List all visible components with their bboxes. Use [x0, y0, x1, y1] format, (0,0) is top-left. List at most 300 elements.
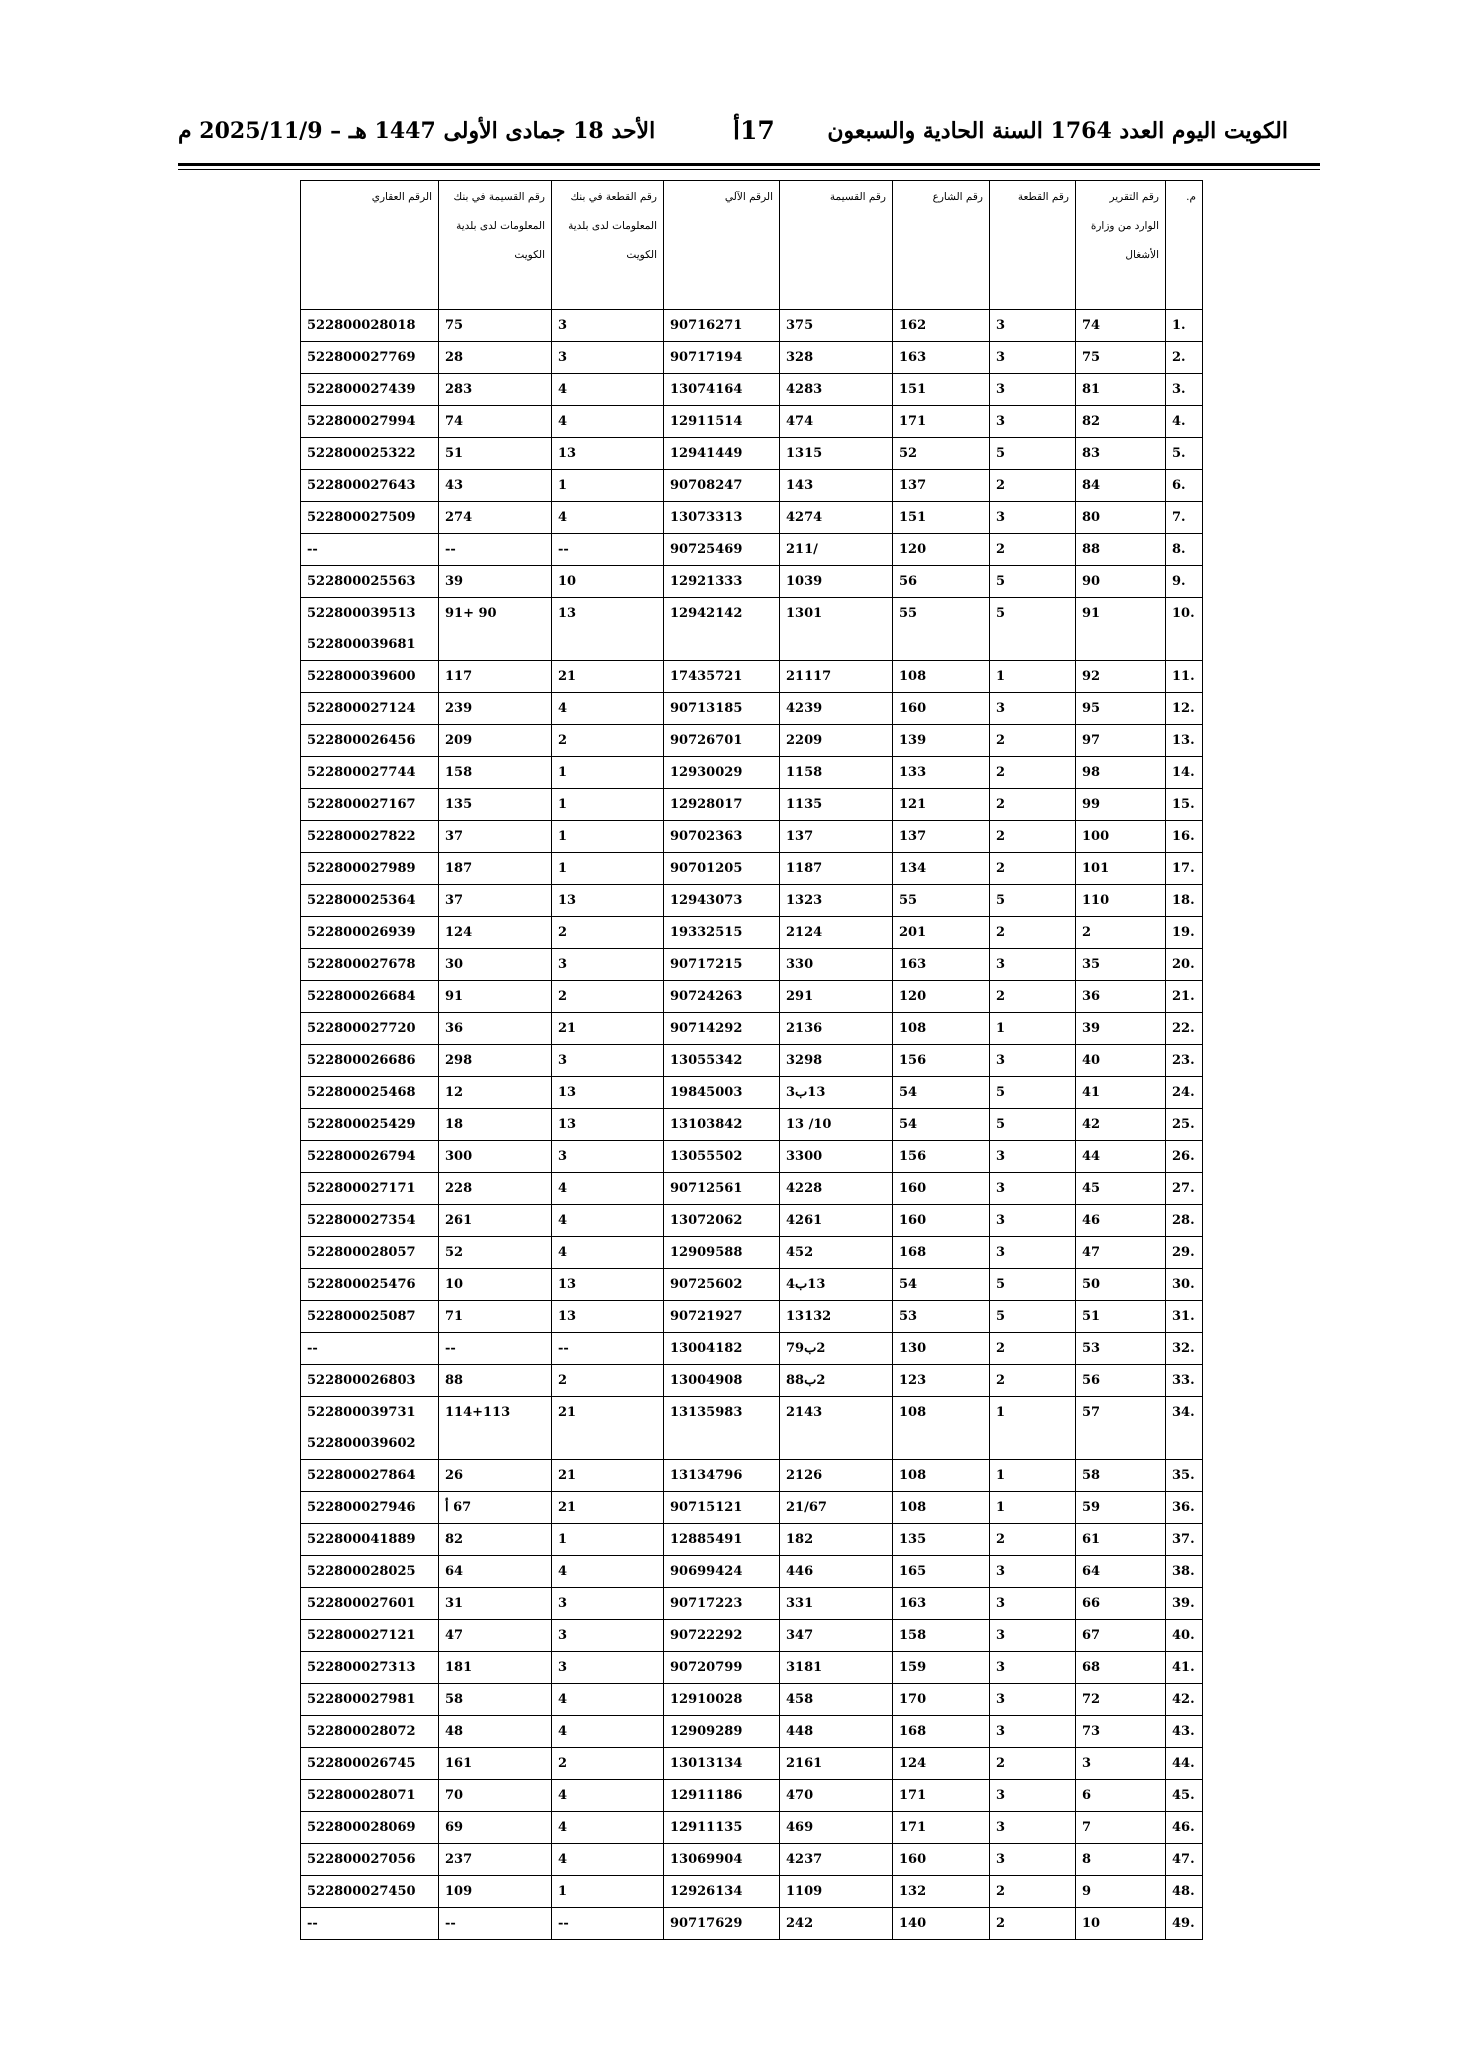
col-bank-plot: 39 [439, 566, 552, 598]
col-street: 108 [893, 1013, 990, 1045]
header-rule-thin [178, 169, 1320, 170]
col-auto-no: 12943073 [664, 885, 780, 917]
col-property-no: 522800028018 [301, 310, 439, 342]
col-property-no: 522800027864 [301, 1460, 439, 1492]
col-auto-no: 13134796 [664, 1460, 780, 1492]
col-street: 139 [893, 725, 990, 757]
col-bank-plot: 91+ 90 [439, 598, 552, 661]
col-street: 156 [893, 1045, 990, 1077]
col-index: 38. [1166, 1556, 1203, 1588]
col-bank-block: 3 [552, 1141, 664, 1173]
col-auto-no: 90713185 [664, 693, 780, 725]
header-col-report-no: رقم التقرير الوارد من وزارة الأشغال [1076, 181, 1166, 310]
col-index: 26. [1166, 1141, 1203, 1173]
col-index: 16. [1166, 821, 1203, 853]
col-auto-no: 90724263 [664, 981, 780, 1013]
col-bank-block: 1 [552, 1524, 664, 1556]
col-bank-plot: 109 [439, 1876, 552, 1908]
col-index: 27. [1166, 1173, 1203, 1205]
col-report-no: 68 [1076, 1652, 1166, 1684]
col-property-no: 522800041889 [301, 1524, 439, 1556]
col-bank-plot: 237 [439, 1844, 552, 1876]
col-plot: 452 [780, 1237, 893, 1269]
table-row [301, 1524, 1203, 1556]
col-index: 3. [1166, 374, 1203, 406]
col-block: 5 [990, 885, 1076, 917]
table-row [301, 470, 1203, 502]
col-property-no: 522800027678 [301, 949, 439, 981]
col-bank-plot: -- [439, 1333, 552, 1365]
col-block: 3 [990, 502, 1076, 534]
col-index: 24. [1166, 1077, 1203, 1109]
col-block: 3 [990, 1173, 1076, 1205]
col-report-no: 88 [1076, 534, 1166, 566]
col-report-no: 56 [1076, 1365, 1166, 1397]
col-index: 30. [1166, 1269, 1203, 1301]
col-plot: 182 [780, 1524, 893, 1556]
col-index: 29. [1166, 1237, 1203, 1269]
col-report-no: 99 [1076, 789, 1166, 821]
col-auto-no: 13074164 [664, 374, 780, 406]
col-block: 3 [990, 1812, 1076, 1844]
col-bank-block: 13 [552, 438, 664, 470]
col-report-no: 95 [1076, 693, 1166, 725]
col-index: 4. [1166, 406, 1203, 438]
col-auto-no: 13004182 [664, 1333, 780, 1365]
col-bank-block: 4 [552, 1684, 664, 1716]
col-plot: 1135 [780, 789, 893, 821]
col-bank-block: 1 [552, 470, 664, 502]
col-report-no: 7 [1076, 1812, 1166, 1844]
col-bank-plot: 75 [439, 310, 552, 342]
col-property-no: 522800027124 [301, 693, 439, 725]
col-index: 43. [1166, 1716, 1203, 1748]
col-bank-block: 3 [552, 949, 664, 981]
col-bank-block: 4 [552, 406, 664, 438]
col-report-no: 39 [1076, 1013, 1166, 1045]
col-street: 168 [893, 1237, 990, 1269]
col-plot: 474 [780, 406, 893, 438]
col-block: 5 [990, 1301, 1076, 1333]
col-bank-plot: 26 [439, 1460, 552, 1492]
col-auto-no: 90715121 [664, 1492, 780, 1524]
col-block: 3 [990, 693, 1076, 725]
col-property-no: 522800028025 [301, 1556, 439, 1588]
col-bank-block: 4 [552, 374, 664, 406]
table-row [301, 1716, 1203, 1748]
col-report-no: 8 [1076, 1844, 1166, 1876]
col-property-no: 522800027946 [301, 1492, 439, 1524]
col-street: 54 [893, 1269, 990, 1301]
col-street: 108 [893, 1460, 990, 1492]
col-index: 34. [1166, 1397, 1203, 1460]
col-index: 33. [1166, 1365, 1203, 1397]
col-auto-no: 13069904 [664, 1844, 780, 1876]
col-bank-block: 1 [552, 1876, 664, 1908]
col-report-no: 83 [1076, 438, 1166, 470]
col-plot: 331 [780, 1588, 893, 1620]
col-index: 49. [1166, 1908, 1203, 1940]
col-street: 159 [893, 1652, 990, 1684]
col-report-no: 110 [1076, 885, 1166, 917]
col-plot: 21/67 [780, 1492, 893, 1524]
col-street: 160 [893, 693, 990, 725]
col-index: 41. [1166, 1652, 1203, 1684]
col-auto-no: 12885491 [664, 1524, 780, 1556]
col-report-no: 45 [1076, 1173, 1166, 1205]
table-header-row [301, 181, 1203, 310]
col-block: 2 [990, 853, 1076, 885]
table-row [301, 661, 1203, 693]
col-report-no: 82 [1076, 406, 1166, 438]
col-street: 160 [893, 1844, 990, 1876]
col-block: 3 [990, 1780, 1076, 1812]
col-bank-plot: 70 [439, 1780, 552, 1812]
col-bank-plot: 228 [439, 1173, 552, 1205]
col-index: 22. [1166, 1013, 1203, 1045]
col-bank-plot: 74 [439, 406, 552, 438]
col-auto-no: 90720799 [664, 1652, 780, 1684]
col-report-no: 98 [1076, 757, 1166, 789]
col-property-no: 522800025468 [301, 1077, 439, 1109]
col-auto-no: 19332515 [664, 917, 780, 949]
col-auto-no: 13073313 [664, 502, 780, 534]
col-plot: 4274 [780, 502, 893, 534]
col-index: 7. [1166, 502, 1203, 534]
table-row [301, 1684, 1203, 1716]
col-bank-plot: 52 [439, 1237, 552, 1269]
col-property-no: 522800026745 [301, 1748, 439, 1780]
col-index: 36. [1166, 1492, 1203, 1524]
col-block: 1 [990, 1397, 1076, 1460]
col-plot: 1039 [780, 566, 893, 598]
table-row [301, 1492, 1203, 1524]
col-report-no: 6 [1076, 1780, 1166, 1812]
col-street: 52 [893, 438, 990, 470]
col-report-no: 9 [1076, 1876, 1166, 1908]
col-bank-block: 4 [552, 1556, 664, 1588]
col-bank-block: 3 [552, 310, 664, 342]
col-report-no: 84 [1076, 470, 1166, 502]
table-row [301, 1109, 1203, 1141]
col-auto-no: 13055342 [664, 1045, 780, 1077]
col-block: 5 [990, 1109, 1076, 1141]
col-bank-plot: 12 [439, 1077, 552, 1109]
col-bank-plot: 47 [439, 1620, 552, 1652]
col-report-no: 2 [1076, 917, 1166, 949]
col-bank-block: -- [552, 1333, 664, 1365]
header-col-bank-block: رقم القطعة في بنك المعلومات لدى بلدية الكويت [552, 181, 664, 310]
col-index: 20. [1166, 949, 1203, 981]
col-plot: 2161 [780, 1748, 893, 1780]
col-bank-block: 21 [552, 1013, 664, 1045]
table-row [301, 1556, 1203, 1588]
col-bank-plot: 18 [439, 1109, 552, 1141]
col-street: 133 [893, 757, 990, 789]
col-report-no: 36 [1076, 981, 1166, 1013]
col-street: 171 [893, 1780, 990, 1812]
col-auto-no: 90716271 [664, 310, 780, 342]
col-index: 31. [1166, 1301, 1203, 1333]
col-index: 10. [1166, 598, 1203, 661]
col-street: 163 [893, 949, 990, 981]
col-index: 23. [1166, 1045, 1203, 1077]
col-report-no: 73 [1076, 1716, 1166, 1748]
col-bank-plot: 36 [439, 1013, 552, 1045]
col-plot: 2136 [780, 1013, 893, 1045]
col-index: 48. [1166, 1876, 1203, 1908]
col-street: 163 [893, 342, 990, 374]
col-report-no: 75 [1076, 342, 1166, 374]
col-street: 53 [893, 1301, 990, 1333]
col-bank-plot: 300 [439, 1141, 552, 1173]
col-block: 3 [990, 949, 1076, 981]
col-report-no: 80 [1076, 502, 1166, 534]
col-block: 2 [990, 757, 1076, 789]
col-index: 11. [1166, 661, 1203, 693]
col-plot: 13 /10 [780, 1109, 893, 1141]
col-auto-no: 13072062 [664, 1205, 780, 1237]
col-plot: 4237 [780, 1844, 893, 1876]
col-street: 108 [893, 661, 990, 693]
col-bank-plot: 10 [439, 1269, 552, 1301]
col-bank-plot: 37 [439, 885, 552, 917]
col-bank-plot: 161 [439, 1748, 552, 1780]
col-property-no: 522800027450 [301, 1876, 439, 1908]
col-bank-plot: 31 [439, 1588, 552, 1620]
col-street: 124 [893, 1748, 990, 1780]
table-row [301, 566, 1203, 598]
col-block: 1 [990, 1460, 1076, 1492]
col-report-no: 58 [1076, 1460, 1166, 1492]
col-report-no: 66 [1076, 1588, 1166, 1620]
gazette-title: الكويت اليوم العدد 1764 السنة الحادية والسبعون [827, 118, 1288, 144]
col-bank-plot: 274 [439, 502, 552, 534]
col-street: 162 [893, 310, 990, 342]
col-report-no: 91 [1076, 598, 1166, 661]
col-street: 120 [893, 534, 990, 566]
header-col-bank-plot: رقم القسيمة في بنك المعلومات لدى بلدية الكويت [439, 181, 552, 310]
col-block: 3 [990, 1588, 1076, 1620]
table-row [301, 1876, 1203, 1908]
table-row [301, 1045, 1203, 1077]
col-auto-no: 90722292 [664, 1620, 780, 1652]
col-property-no: 522800027167 [301, 789, 439, 821]
col-block: 5 [990, 1077, 1076, 1109]
col-property-no: 522800026686 [301, 1045, 439, 1077]
col-street: 54 [893, 1077, 990, 1109]
table-row [301, 598, 1203, 661]
table-row [301, 789, 1203, 821]
page-header [178, 118, 1288, 158]
col-index: 47. [1166, 1844, 1203, 1876]
col-index: 14. [1166, 757, 1203, 789]
col-plot: 2ب79 [780, 1333, 893, 1365]
col-street: 134 [893, 853, 990, 885]
col-report-no: 50 [1076, 1269, 1166, 1301]
col-plot: 446 [780, 1556, 893, 1588]
col-plot: 1301 [780, 598, 893, 661]
col-plot: 470 [780, 1780, 893, 1812]
col-bank-block: 4 [552, 693, 664, 725]
col-auto-no: 13013134 [664, 1748, 780, 1780]
col-block: 2 [990, 1908, 1076, 1940]
col-plot: 291 [780, 981, 893, 1013]
col-plot: 13ب4 [780, 1269, 893, 1301]
col-bank-block: 4 [552, 1780, 664, 1812]
col-index: 45. [1166, 1780, 1203, 1812]
col-report-no: 40 [1076, 1045, 1166, 1077]
col-bank-plot: 261 [439, 1205, 552, 1237]
table-row [301, 1844, 1203, 1876]
col-auto-no: 13103842 [664, 1109, 780, 1141]
col-street: 108 [893, 1397, 990, 1460]
col-block: 1 [990, 1013, 1076, 1045]
col-bank-block: 4 [552, 502, 664, 534]
col-auto-no: 12928017 [664, 789, 780, 821]
col-street: 54 [893, 1109, 990, 1141]
col-property-no: 522800027121 [301, 1620, 439, 1652]
col-block: 3 [990, 1652, 1076, 1684]
table-row [301, 1237, 1203, 1269]
col-plot: 21117 [780, 661, 893, 693]
col-index: 35. [1166, 1460, 1203, 1492]
col-property-no: 522800025476 [301, 1269, 439, 1301]
col-street: 120 [893, 981, 990, 1013]
col-property-no: 522800027744 [301, 757, 439, 789]
col-plot: 1323 [780, 885, 893, 917]
col-plot: 328 [780, 342, 893, 374]
col-block: 2 [990, 789, 1076, 821]
col-block: 5 [990, 566, 1076, 598]
col-bank-block: 1 [552, 853, 664, 885]
col-property-no: 522800026939 [301, 917, 439, 949]
col-auto-no: 90714292 [664, 1013, 780, 1045]
col-report-no: 92 [1076, 661, 1166, 693]
col-property-no: 522800039731 522800039602 [301, 1397, 439, 1460]
col-block: 5 [990, 598, 1076, 661]
col-bank-block: 4 [552, 1844, 664, 1876]
col-block: 2 [990, 1365, 1076, 1397]
col-street: 108 [893, 1492, 990, 1524]
col-report-no: 53 [1076, 1333, 1166, 1365]
col-auto-no: 90717629 [664, 1908, 780, 1940]
table-row [301, 502, 1203, 534]
col-street: 56 [893, 566, 990, 598]
col-bank-plot: -- [439, 1908, 552, 1940]
col-plot: 137 [780, 821, 893, 853]
table-row [301, 821, 1203, 853]
col-bank-block: 13 [552, 885, 664, 917]
col-plot: 13132 [780, 1301, 893, 1333]
col-bank-block: 1 [552, 789, 664, 821]
page-number: 17أ [733, 116, 775, 145]
col-property-no: 522800025087 [301, 1301, 439, 1333]
col-bank-block: 21 [552, 1492, 664, 1524]
col-auto-no: 12910028 [664, 1684, 780, 1716]
col-street: 130 [893, 1333, 990, 1365]
col-bank-block: 2 [552, 1748, 664, 1780]
col-block: 3 [990, 1620, 1076, 1652]
col-plot: 1109 [780, 1876, 893, 1908]
col-bank-plot: 283 [439, 374, 552, 406]
col-plot: 2‫/‬11 [780, 534, 893, 566]
col-block: 3 [990, 406, 1076, 438]
col-report-no: 42 [1076, 1109, 1166, 1141]
col-report-no: 61 [1076, 1524, 1166, 1556]
col-bank-block: 13 [552, 598, 664, 661]
col-bank-block: 13 [552, 1109, 664, 1141]
col-property-no: 522800028069 [301, 1812, 439, 1844]
col-block: 5 [990, 438, 1076, 470]
col-bank-plot: 48 [439, 1716, 552, 1748]
col-bank-block: 13 [552, 1269, 664, 1301]
col-bank-block: 2 [552, 981, 664, 1013]
table-row [301, 438, 1203, 470]
col-bank-block: 3 [552, 1045, 664, 1077]
col-street: 201 [893, 917, 990, 949]
col-block: 3 [990, 1141, 1076, 1173]
col-street: 163 [893, 1588, 990, 1620]
col-bank-block: 1 [552, 821, 664, 853]
col-plot: 2126 [780, 1460, 893, 1492]
col-property-no: 522800028071 [301, 1780, 439, 1812]
col-block: 1 [990, 661, 1076, 693]
col-report-no: 97 [1076, 725, 1166, 757]
col-street: 132 [893, 1876, 990, 1908]
col-bank-block: 13 [552, 1077, 664, 1109]
col-block: 3 [990, 374, 1076, 406]
col-plot: 2143 [780, 1397, 893, 1460]
table-row [301, 1077, 1203, 1109]
col-property-no: 522800027056 [301, 1844, 439, 1876]
col-bank-block: 2 [552, 725, 664, 757]
table-row [301, 1588, 1203, 1620]
header-col-street: رقم الشارع [893, 181, 990, 310]
table-row [301, 1141, 1203, 1173]
table-row [301, 1748, 1203, 1780]
col-bank-plot: 71 [439, 1301, 552, 1333]
col-street: 55 [893, 885, 990, 917]
col-report-no: 59 [1076, 1492, 1166, 1524]
col-street: 123 [893, 1365, 990, 1397]
col-report-no: 35 [1076, 949, 1166, 981]
table-row [301, 1620, 1203, 1652]
table-row [301, 1812, 1203, 1844]
table-row [301, 310, 1203, 342]
col-property-no: -- [301, 1333, 439, 1365]
table-row [301, 534, 1203, 566]
col-auto-no: 90717215 [664, 949, 780, 981]
col-index: 46. [1166, 1812, 1203, 1844]
col-block: 3 [990, 1205, 1076, 1237]
col-block: 3 [990, 342, 1076, 374]
col-index: 2. [1166, 342, 1203, 374]
col-property-no: 522800027171 [301, 1173, 439, 1205]
header-col-auto-no: الرقم الآلي [664, 181, 780, 310]
col-bank-plot: 239 [439, 693, 552, 725]
col-plot: 3181 [780, 1652, 893, 1684]
table-row [301, 342, 1203, 374]
col-block: 1 [990, 1492, 1076, 1524]
col-auto-no: 90699424 [664, 1556, 780, 1588]
col-report-no: 46 [1076, 1205, 1166, 1237]
col-plot: 2ب88 [780, 1365, 893, 1397]
col-report-no: 10 [1076, 1908, 1166, 1940]
col-plot: 143 [780, 470, 893, 502]
header-col-block: رقم القطعة [990, 181, 1076, 310]
col-block: 2 [990, 981, 1076, 1013]
